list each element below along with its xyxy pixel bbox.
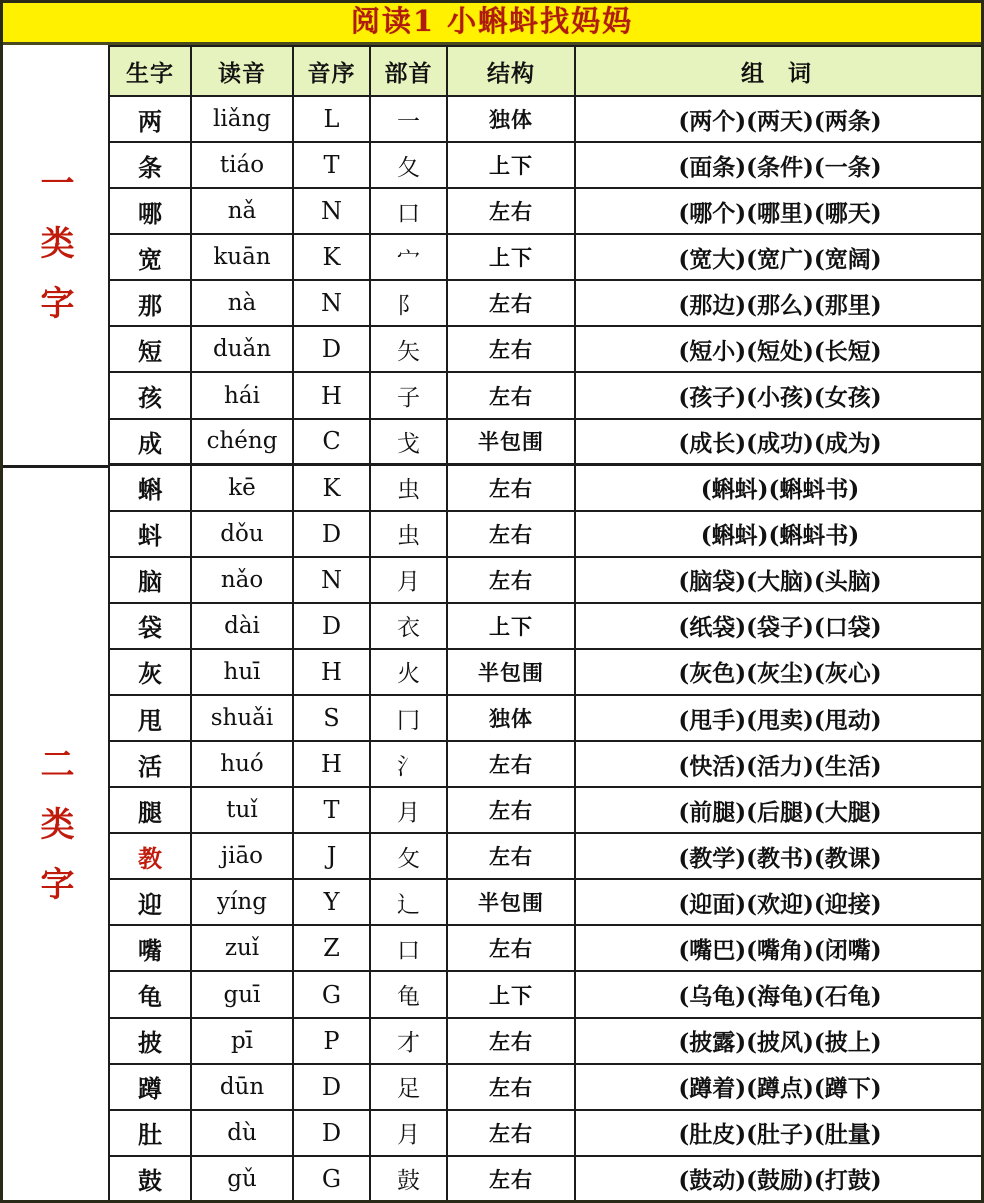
cell-structure: 左右 xyxy=(447,465,575,511)
cell-character: 嘴 xyxy=(109,925,191,971)
column-header-structure: 结构 xyxy=(447,46,575,96)
cell-character: 条 xyxy=(109,142,191,188)
cell-radical: 才 xyxy=(370,1018,447,1064)
table-row xyxy=(109,465,984,511)
cell-words: (哪个)(哪里)(哪天) xyxy=(575,188,984,234)
cell-words: (短小)(短处)(长短) xyxy=(575,326,984,372)
cell-radical: 一 xyxy=(370,96,447,142)
cell-character: 蝌 xyxy=(109,465,191,511)
table-row xyxy=(109,557,984,603)
cell-initial: G xyxy=(293,971,370,1017)
cell-pinyin: huó xyxy=(191,741,293,787)
cell-character: 龟 xyxy=(109,971,191,1017)
cell-initial: H xyxy=(293,741,370,787)
cell-character: 成 xyxy=(109,419,191,465)
cell-words: (披露)(披风)(披上) xyxy=(575,1018,984,1064)
cell-initial: Z xyxy=(293,925,370,971)
cell-initial: D xyxy=(293,603,370,649)
cell-pinyin: pī xyxy=(191,1018,293,1064)
category-sidebar xyxy=(0,45,108,1203)
cell-pinyin: guī xyxy=(191,971,293,1017)
table-row xyxy=(109,234,984,280)
cell-structure: 上下 xyxy=(447,142,575,188)
cell-structure: 左右 xyxy=(447,741,575,787)
cell-radical: 攵 xyxy=(370,833,447,879)
cell-initial: J xyxy=(293,833,370,879)
cell-character: 哪 xyxy=(109,188,191,234)
category-label-section-2: 二类字 xyxy=(34,745,74,926)
cell-pinyin: gǔ xyxy=(191,1156,293,1202)
cell-words: (蝌蚪)(蝌蚪书) xyxy=(575,465,984,511)
cell-initial: D xyxy=(293,326,370,372)
cell-character: 披 xyxy=(109,1018,191,1064)
title-banner xyxy=(0,0,984,45)
cell-radical: 子 xyxy=(370,372,447,418)
cell-words: (蝌蚪)(蝌蚪书) xyxy=(575,511,984,557)
table-row xyxy=(109,649,984,695)
cell-radical: 月 xyxy=(370,1110,447,1156)
cell-structure: 左右 xyxy=(447,511,575,557)
cell-radical: 宀 xyxy=(370,234,447,280)
cell-initial: G xyxy=(293,1156,370,1202)
table-row xyxy=(109,925,984,971)
cell-structure: 半包围 xyxy=(447,419,575,465)
cell-initial: T xyxy=(293,142,370,188)
table-header-row xyxy=(109,46,984,96)
category-cell-section-1 xyxy=(0,45,108,465)
cell-character: 孩 xyxy=(109,372,191,418)
cell-initial: D xyxy=(293,1064,370,1110)
cell-pinyin: nǎo xyxy=(191,557,293,603)
category-label-section-1: 一类字 xyxy=(34,165,74,345)
page-title: 阅读1 小蝌蚪找妈妈 xyxy=(350,3,634,38)
cell-structure: 左右 xyxy=(447,372,575,418)
cell-pinyin: chéng xyxy=(191,419,293,465)
cell-structure: 上下 xyxy=(447,603,575,649)
cell-radical: 火 xyxy=(370,649,447,695)
cell-character: 甩 xyxy=(109,695,191,741)
cell-words: (迎面)(欢迎)(迎接) xyxy=(575,879,984,925)
cell-pinyin: hái xyxy=(191,372,293,418)
cell-initial: N xyxy=(293,557,370,603)
cell-character: 教 xyxy=(109,833,191,879)
cell-character: 迎 xyxy=(109,879,191,925)
table-row xyxy=(109,511,984,557)
table-row xyxy=(109,971,984,1017)
column-header-initial: 音序 xyxy=(293,46,370,96)
cell-radical: 龟 xyxy=(370,971,447,1017)
cell-radical: 鼓 xyxy=(370,1156,447,1202)
table-body xyxy=(109,96,984,1202)
cell-radical: 月 xyxy=(370,787,447,833)
cell-pinyin: huī xyxy=(191,649,293,695)
cell-structure: 左右 xyxy=(447,1064,575,1110)
cell-structure: 左右 xyxy=(447,326,575,372)
cell-structure: 上下 xyxy=(447,971,575,1017)
cell-character: 袋 xyxy=(109,603,191,649)
cell-radical: 虫 xyxy=(370,465,447,511)
column-header-radical: 部首 xyxy=(370,46,447,96)
cell-initial: T xyxy=(293,787,370,833)
cell-words: (蹲着)(蹲点)(蹲下) xyxy=(575,1064,984,1110)
table-row xyxy=(109,833,984,879)
cell-structure: 左右 xyxy=(447,925,575,971)
cell-radical: 戈 xyxy=(370,419,447,465)
cell-structure: 左右 xyxy=(447,1156,575,1202)
cell-initial: D xyxy=(293,1110,370,1156)
char-table-wrapper xyxy=(108,45,984,1203)
cell-structure: 左右 xyxy=(447,188,575,234)
cell-pinyin: zuǐ xyxy=(191,925,293,971)
cell-words: (快活)(活力)(生活) xyxy=(575,741,984,787)
table-row xyxy=(109,372,984,418)
cell-character: 腿 xyxy=(109,787,191,833)
cell-radical: 口 xyxy=(370,188,447,234)
table-row xyxy=(109,695,984,741)
cell-pinyin: yíng xyxy=(191,879,293,925)
cell-character: 短 xyxy=(109,326,191,372)
cell-words: (面条)(条件)(一条) xyxy=(575,142,984,188)
cell-pinyin: duǎn xyxy=(191,326,293,372)
cell-words: (肚皮)(肚子)(肚量) xyxy=(575,1110,984,1156)
cell-pinyin: nà xyxy=(191,280,293,326)
table-row xyxy=(109,326,984,372)
table-row xyxy=(109,1018,984,1064)
cell-structure: 独体 xyxy=(447,695,575,741)
cell-radical: 阝 xyxy=(370,280,447,326)
table-row xyxy=(109,188,984,234)
category-cell-section-2 xyxy=(0,465,108,1203)
cell-pinyin: kuān xyxy=(191,234,293,280)
cell-words: (嘴巴)(嘴角)(闭嘴) xyxy=(575,925,984,971)
cell-radical: 矢 xyxy=(370,326,447,372)
cell-words: (脑袋)(大脑)(头脑) xyxy=(575,557,984,603)
cell-initial: C xyxy=(293,419,370,465)
cell-radical: 口 xyxy=(370,925,447,971)
column-header-character: 生字 xyxy=(109,46,191,96)
char-table-grid xyxy=(0,45,984,1203)
table-row xyxy=(109,1110,984,1156)
cell-words: (宽大)(宽广)(宽阔) xyxy=(575,234,984,280)
cell-structure: 左右 xyxy=(447,280,575,326)
cell-character: 活 xyxy=(109,741,191,787)
cell-words: (孩子)(小孩)(女孩) xyxy=(575,372,984,418)
table-row xyxy=(109,142,984,188)
cell-radical: 辶 xyxy=(370,879,447,925)
cell-words: (教学)(教书)(教课) xyxy=(575,833,984,879)
cell-structure: 左右 xyxy=(447,787,575,833)
cell-pinyin: tiáo xyxy=(191,142,293,188)
cell-character: 肚 xyxy=(109,1110,191,1156)
cell-character: 宽 xyxy=(109,234,191,280)
cell-pinyin: shuǎi xyxy=(191,695,293,741)
cell-initial: Y xyxy=(293,879,370,925)
cell-pinyin: dù xyxy=(191,1110,293,1156)
cell-character: 蹲 xyxy=(109,1064,191,1110)
cell-words: (甩手)(甩卖)(甩动) xyxy=(575,695,984,741)
cell-words: (那边)(那么)(那里) xyxy=(575,280,984,326)
column-header-words: 组 词 xyxy=(575,46,984,96)
cell-structure: 半包围 xyxy=(447,879,575,925)
cell-pinyin: dǒu xyxy=(191,511,293,557)
cell-words: (鼓动)(鼓励)(打鼓) xyxy=(575,1156,984,1202)
cell-pinyin: nǎ xyxy=(191,188,293,234)
table-row xyxy=(109,1064,984,1110)
cell-pinyin: dūn xyxy=(191,1064,293,1110)
table-row xyxy=(109,280,984,326)
cell-character: 鼓 xyxy=(109,1156,191,1202)
cell-character: 脑 xyxy=(109,557,191,603)
table-row xyxy=(109,741,984,787)
cell-structure: 左右 xyxy=(447,1110,575,1156)
table-row xyxy=(109,419,984,465)
cell-pinyin: tuǐ xyxy=(191,787,293,833)
cell-words: (成长)(成功)(成为) xyxy=(575,419,984,465)
cell-words: (两个)(两天)(两条) xyxy=(575,96,984,142)
table-row xyxy=(109,879,984,925)
cell-words: (灰色)(灰尘)(灰心) xyxy=(575,649,984,695)
table-row xyxy=(109,96,984,142)
cell-character: 两 xyxy=(109,96,191,142)
cell-structure: 独体 xyxy=(447,96,575,142)
cell-initial: L xyxy=(293,96,370,142)
table-row xyxy=(109,1156,984,1202)
cell-initial: K xyxy=(293,465,370,511)
character-table xyxy=(108,45,984,1203)
table-row xyxy=(109,603,984,649)
cell-words: (前腿)(后腿)(大腿) xyxy=(575,787,984,833)
cell-character: 蚪 xyxy=(109,511,191,557)
cell-structure: 左右 xyxy=(447,833,575,879)
cell-radical: 足 xyxy=(370,1064,447,1110)
cell-radical: 衣 xyxy=(370,603,447,649)
cell-structure: 左右 xyxy=(447,1018,575,1064)
cell-radical: 月 xyxy=(370,557,447,603)
cell-initial: D xyxy=(293,511,370,557)
cell-words: (乌龟)(海龟)(石龟) xyxy=(575,971,984,1017)
cell-pinyin: jiāo xyxy=(191,833,293,879)
cell-character: 那 xyxy=(109,280,191,326)
cell-radical: 冂 xyxy=(370,695,447,741)
column-header-pinyin: 读音 xyxy=(191,46,293,96)
cell-initial: N xyxy=(293,280,370,326)
cell-pinyin: kē xyxy=(191,465,293,511)
cell-pinyin: dài xyxy=(191,603,293,649)
cell-pinyin: liǎng xyxy=(191,96,293,142)
cell-initial: N xyxy=(293,188,370,234)
cell-words: (纸袋)(袋子)(口袋) xyxy=(575,603,984,649)
cell-initial: H xyxy=(293,649,370,695)
cell-radical: 夂 xyxy=(370,142,447,188)
cell-structure: 半包围 xyxy=(447,649,575,695)
cell-radical: 氵 xyxy=(370,741,447,787)
cell-character: 灰 xyxy=(109,649,191,695)
cell-structure: 左右 xyxy=(447,557,575,603)
cell-initial: K xyxy=(293,234,370,280)
cell-structure: 上下 xyxy=(447,234,575,280)
table-row xyxy=(109,787,984,833)
cell-initial: P xyxy=(293,1018,370,1064)
cell-initial: H xyxy=(293,372,370,418)
cell-radical: 虫 xyxy=(370,511,447,557)
cell-initial: S xyxy=(293,695,370,741)
